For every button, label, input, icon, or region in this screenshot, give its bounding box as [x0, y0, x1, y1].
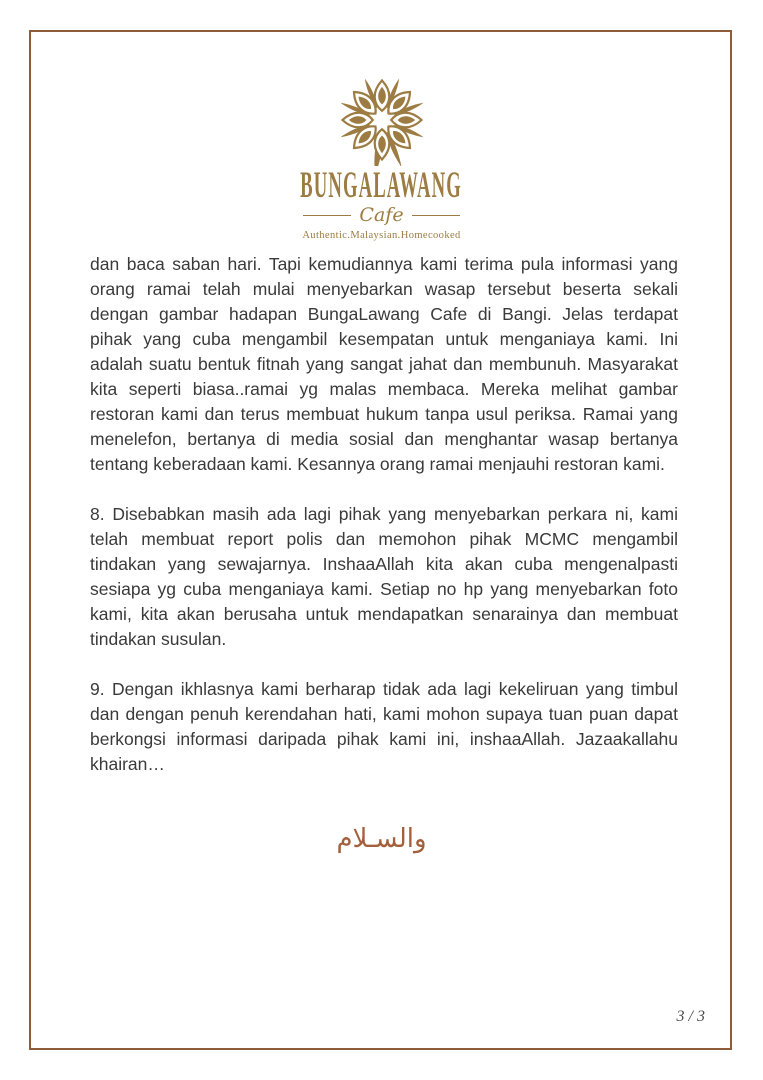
letter-body	[90, 252, 678, 802]
left-rule	[303, 215, 351, 216]
paragraph-8: 8. Disebabkan masih ada lagi pihak yang menyebarkan perkara ni, kami telah membuat report polis dan memohon pihak MCMC mengambil tindakan yang sewajarnya. InshaaAllah kita akan cuba mengenalpasti sesiapa yg cuba menganiaya kami. Setiap no hp yang menyebarkan foto kami, kita akan berusaha untuk mendapatkan senarainya dan membuat tindakan susulan.	[90, 504, 678, 649]
logo-block	[0, 74, 763, 241]
brand-tagline: Authentic.Malaysian.Homecooked	[302, 230, 461, 241]
arabic-salutation: والسـلام	[336, 824, 427, 854]
cafe-script-row	[0, 206, 763, 225]
cafe-script-text: Cafe	[359, 204, 404, 226]
star-anise-flower-icon	[334, 74, 430, 166]
brand-wordmark: BUNGALAWANG	[300, 165, 463, 206]
page-number: 3 / 3	[676, 1008, 705, 1025]
paragraph-continuation: dan baca saban hari. Tapi kemudiannya kami terima pula informasi yang orang ramai telah mulai menyebarkan wasap tersebut beserta sekali dengan gambar hadapan BungaLawang Cafe di Bangi. Jelas terdapat pihak yang cuba mengambil kesempatan untuk menganiaya kami. Ini adalah suatu bentuk fitnah yang sangat jahat dan membunuh. Masyarakat kita seperti biasa..ramai yg malas membaca. Mereka melihat gambar restoran kami dan terus membuat hukum tanpa usul periksa. Ramai yang menelefon, bertanya di media sosial dan menghantar wasap bertanya tentang keberadaan kami. Kesannya orang ramai menjauhi restoran kami.	[90, 254, 678, 474]
right-rule	[412, 215, 460, 216]
paragraph-9: 9. Dengan ikhlasnya kami berharap tidak ada lagi kekeliruan yang timbul dan dengan penuh kerendahan hati, kami mohon supaya tuan puan dapat berkongsi informasi daripada pihak kami ini, inshaaAllah. Jazaakallahu khairan…	[90, 679, 678, 774]
